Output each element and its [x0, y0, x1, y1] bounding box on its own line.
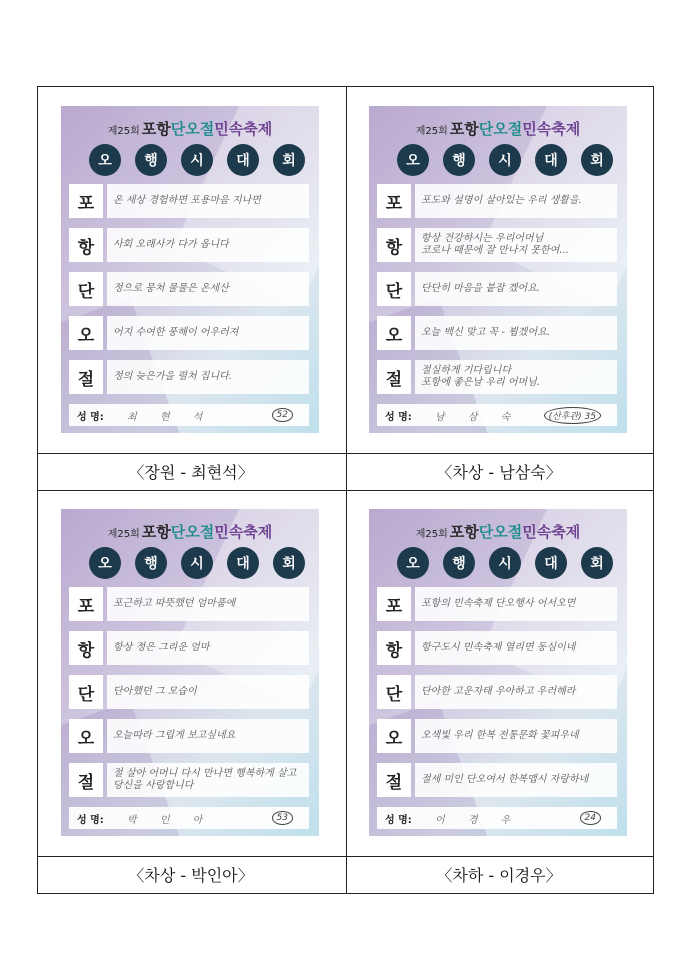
title-part: 단오절	[170, 120, 215, 138]
row-text	[415, 719, 617, 753]
title-part: 포항	[141, 523, 171, 541]
handwritten-line: 정으로 뭉쳐 물물은 온세산	[113, 283, 229, 294]
acrostic-header	[89, 144, 305, 178]
row-label: 절	[69, 360, 103, 394]
award-caption: 〈차상 - 박인아〉	[128, 866, 254, 885]
row-label: 절	[377, 763, 411, 797]
handwritten-line: 포근하고 따뜻했던 엄마품에	[113, 598, 236, 609]
name-label: 성 명:	[77, 411, 104, 423]
entry-cell	[37, 86, 345, 489]
row-label: 포	[377, 184, 411, 218]
row-text	[107, 587, 309, 621]
row-label: 절	[69, 763, 103, 797]
handwritten-line: 절실하게 기다립니다	[421, 365, 512, 376]
poem-row	[377, 631, 617, 665]
handwritten-line: 어지 수여한 풍해이 어우러져	[113, 327, 239, 338]
title-part: 단오절	[170, 523, 215, 541]
title-part: 민속축제	[522, 523, 581, 541]
handwritten-line: 오늘 백신 맞고 꼭 - 뵙겠어요.	[421, 327, 550, 338]
name-value: 남 삼 숙	[435, 411, 521, 423]
row-label: 오	[69, 316, 103, 350]
row-text	[415, 272, 617, 306]
row-label: 항	[377, 631, 411, 665]
card-title	[61, 521, 319, 542]
row-label: 단	[69, 675, 103, 709]
handwritten-line: 사회 오래사가 다가 옵니다	[113, 239, 229, 250]
header-circle: 시	[489, 144, 521, 176]
poem-row	[69, 763, 309, 797]
poem-card	[369, 509, 627, 836]
handwritten-line: 단아한 고운자태 우아하고 우러해라	[421, 686, 576, 697]
row-label: 오	[377, 316, 411, 350]
row-text	[107, 272, 309, 306]
row-label: 오	[377, 719, 411, 753]
header-circle: 행	[443, 547, 475, 579]
handwritten-line: 항구도시 민속축제 열리면 동심이네	[421, 642, 576, 653]
header-circle: 시	[489, 547, 521, 579]
row-text	[107, 763, 309, 797]
handwritten-line: 오색빛 우리 한복 전통문화 꽃피우네	[421, 730, 579, 741]
header-circle: 오	[397, 144, 429, 176]
title-part: 포항	[449, 523, 479, 541]
entry-cell	[345, 489, 653, 892]
poem-row	[377, 272, 617, 306]
header-circle: 회	[273, 547, 305, 579]
header-circle: 시	[181, 547, 213, 579]
row-label: 오	[69, 719, 103, 753]
header-circle: 대	[227, 144, 259, 176]
title-part: 민속축제	[214, 120, 273, 138]
row-label: 항	[377, 228, 411, 262]
poem-row	[69, 228, 309, 262]
poem-card	[61, 106, 319, 433]
handwritten-line: 항상 건강하시는 우리어머님	[421, 233, 544, 244]
row-text	[415, 587, 617, 621]
poem-row	[377, 763, 617, 797]
handwritten-line: 코로나 때문에 잘 만나지 못한여...	[421, 245, 569, 256]
row-label: 포	[69, 184, 103, 218]
title-part: 단오절	[478, 120, 523, 138]
row-text	[415, 184, 617, 218]
entry-number: 52	[272, 408, 293, 422]
row-text	[107, 316, 309, 350]
entry-number: (산후관) 35	[544, 407, 601, 424]
row-text	[415, 631, 617, 665]
acrostic-header	[89, 547, 305, 581]
name-label: 성 명:	[77, 814, 104, 826]
row-text	[107, 719, 309, 753]
handwritten-line: 오늘따라 그립게 보고싶네요	[113, 730, 236, 741]
poem-row	[69, 719, 309, 753]
card-title	[61, 118, 319, 139]
entry-number: 24	[580, 811, 601, 825]
title-part: 포항	[449, 120, 479, 138]
poem-card	[369, 106, 627, 433]
handwritten-line: 당신을 사랑합니다	[113, 780, 194, 791]
title-part: 단오절	[478, 523, 523, 541]
row-label: 단	[69, 272, 103, 306]
edition-label: 제25회	[415, 529, 448, 540]
handwritten-line: 포항의 민속축제 단오행사 어서오면	[421, 598, 576, 609]
poem-row	[377, 316, 617, 350]
poem-row	[69, 360, 309, 394]
header-circle: 대	[535, 547, 567, 579]
row-text	[415, 228, 617, 262]
entry-number: 53	[272, 811, 293, 825]
title-part: 포항	[141, 120, 171, 138]
name-value: 최 현 석	[127, 411, 213, 423]
handwritten-line: 항상 정은 그리운 엄마	[113, 642, 210, 653]
row-label: 항	[69, 631, 103, 665]
award-caption: 〈장원 - 최현석〉	[128, 463, 254, 482]
name-bar	[377, 404, 617, 426]
award-caption: 〈차하 - 이경우〉	[436, 866, 562, 885]
poem-row	[377, 228, 617, 262]
name-value: 이 경 우	[435, 814, 521, 826]
handwritten-line: 포항에 좋은날 우리 어머님.	[421, 377, 540, 388]
header-circle: 행	[443, 144, 475, 176]
name-value: 박 인 아	[127, 814, 213, 826]
poem-card	[61, 509, 319, 836]
poem-row	[69, 316, 309, 350]
header-circle: 행	[135, 547, 167, 579]
row-label: 단	[377, 272, 411, 306]
row-label: 단	[377, 675, 411, 709]
award-caption: 〈차상 - 남삼숙〉	[436, 463, 562, 482]
header-circle: 대	[535, 144, 567, 176]
row-text	[415, 675, 617, 709]
header-circle: 회	[581, 547, 613, 579]
header-circle: 행	[135, 144, 167, 176]
title-part: 민속축제	[522, 120, 581, 138]
name-bar	[377, 807, 617, 829]
header-circle: 시	[181, 144, 213, 176]
row-text	[107, 631, 309, 665]
edition-label: 제25회	[415, 126, 448, 137]
row-label: 포	[69, 587, 103, 621]
header-circle: 회	[581, 144, 613, 176]
header-circle: 회	[273, 144, 305, 176]
poem-row	[377, 675, 617, 709]
poem-row	[377, 184, 617, 218]
row-text	[415, 360, 617, 394]
edition-label: 제25회	[107, 126, 140, 137]
handwritten-line: 단아했던 그 모습이	[113, 686, 197, 697]
handwritten-line: 절세 미인 단오여서 한복맵시 자랑하네	[421, 774, 589, 785]
poem-row	[69, 631, 309, 665]
header-circle: 오	[397, 547, 429, 579]
header-circle: 오	[89, 547, 121, 579]
card-title	[369, 118, 627, 139]
poem-row	[69, 675, 309, 709]
handwritten-line: 단단히 마음을 붙잡 겠어요.	[421, 283, 540, 294]
row-text	[107, 675, 309, 709]
poem-row	[377, 587, 617, 621]
entry-cell	[345, 86, 653, 489]
name-bar	[69, 807, 309, 829]
row-label: 항	[69, 228, 103, 262]
name-label: 성 명:	[385, 814, 412, 826]
row-label: 절	[377, 360, 411, 394]
header-circle: 오	[89, 144, 121, 176]
header-circle: 대	[227, 547, 259, 579]
row-text	[107, 228, 309, 262]
handwritten-line: 온 세상 경험하면 포용마음 지나면	[113, 195, 261, 206]
name-bar	[69, 404, 309, 426]
row-text	[107, 184, 309, 218]
edition-label: 제25회	[107, 529, 140, 540]
poem-row	[69, 272, 309, 306]
poem-row	[69, 587, 309, 621]
entry-cell	[37, 489, 345, 892]
name-label: 성 명:	[385, 411, 412, 423]
row-text	[415, 316, 617, 350]
poem-row	[377, 360, 617, 394]
handwritten-line: 정의 늦은가을 펼쳐 집니다.	[113, 371, 232, 382]
handwritten-line: 절 살아 어머니 다시 만나면 행복하게 살고	[113, 768, 297, 779]
title-part: 민속축제	[214, 523, 273, 541]
poem-row	[69, 184, 309, 218]
row-text	[415, 763, 617, 797]
acrostic-header	[397, 547, 613, 581]
poem-row	[377, 719, 617, 753]
handwritten-line: 포도와 설명이 살아있는 우리 생활을.	[421, 195, 582, 206]
acrostic-header	[397, 144, 613, 178]
row-text	[107, 360, 309, 394]
card-title	[369, 521, 627, 542]
row-label: 포	[377, 587, 411, 621]
